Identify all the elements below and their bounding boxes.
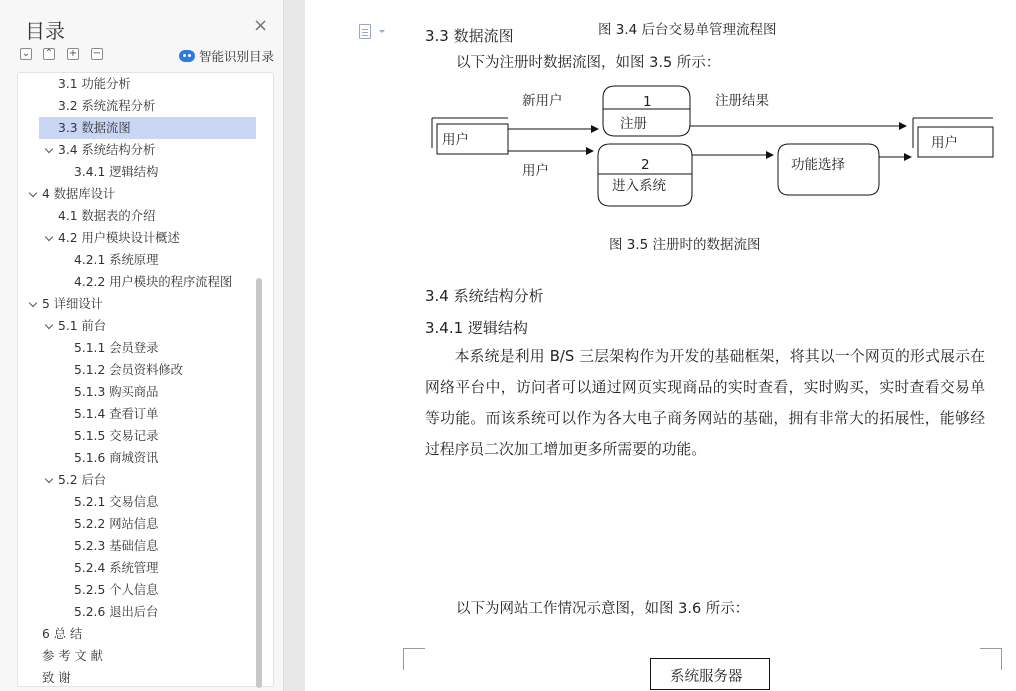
toc-item-label: 5.1 前台	[58, 319, 107, 333]
toc-list	[17, 72, 274, 687]
process-2-label: 进入系统	[612, 178, 666, 194]
toc-item-label: 5.2.5 个人信息	[74, 583, 159, 597]
process-1-label: 注册	[620, 116, 647, 132]
toc-item[interactable]	[18, 381, 258, 403]
toc-item-label: 3.1 功能分析	[58, 77, 131, 91]
toc-item-label: 4.2.2 用户模块的程序流程图	[74, 275, 233, 289]
toc-item[interactable]	[18, 667, 258, 687]
toc-item[interactable]	[18, 579, 258, 601]
collapse-all-icon[interactable]: ⌄	[21, 48, 31, 59]
new-user-label: 新用户	[522, 93, 563, 109]
toc-item[interactable]	[18, 535, 258, 557]
section-heading: 3.3 数据流图	[425, 27, 514, 45]
toc-item[interactable]	[39, 117, 256, 139]
toc-item[interactable]	[18, 161, 258, 183]
toc-item-label: 5.2.3 基础信息	[74, 539, 159, 553]
toc-item[interactable]	[18, 359, 258, 381]
toc-item-label: 5.2.1 交易信息	[74, 495, 159, 509]
remove-icon[interactable]: −	[92, 48, 102, 59]
toc-item[interactable]	[18, 315, 258, 337]
page-icon[interactable]	[359, 24, 371, 39]
toc-item-label: 5.1.6 商城资讯	[74, 451, 159, 465]
toc-item[interactable]	[18, 403, 258, 425]
toc-item[interactable]	[18, 249, 258, 271]
toc-item[interactable]	[18, 425, 258, 447]
process-2-box	[598, 144, 692, 206]
toc-item-label: 参 考 文 献	[42, 649, 103, 663]
toc-item[interactable]	[18, 469, 258, 491]
toc-item-label: 4 数据库设计	[42, 187, 116, 201]
page-corner-mark	[403, 648, 425, 670]
subsection-heading: 3.4.1 逻辑结构	[425, 319, 528, 337]
chevron-down-icon[interactable]	[44, 315, 56, 337]
smart-recognize-label: 智能识别目录	[199, 49, 275, 64]
server-box	[650, 658, 770, 690]
toc-item[interactable]	[18, 337, 258, 359]
toc-item-label: 5.1.1 会员登录	[74, 341, 159, 355]
user-label: 用户	[522, 163, 549, 179]
toc-item-label: 5.1.3 购买商品	[74, 385, 159, 399]
document-area	[285, 0, 1016, 691]
section-heading: 3.4 系统结构分析	[425, 287, 544, 305]
toc-item[interactable]	[18, 183, 258, 205]
page-corner-mark	[980, 648, 1002, 670]
toc-item[interactable]	[18, 513, 258, 535]
toc-item[interactable]	[18, 557, 258, 579]
smart-recognize-button[interactable]	[179, 47, 274, 65]
toc-item[interactable]	[18, 601, 258, 623]
result-label: 注册结果	[715, 93, 769, 109]
toc-panel	[0, 0, 284, 691]
toc-item-label: 3.2 系统流程分析	[58, 99, 156, 113]
user-right-label: 用户	[931, 135, 958, 151]
toc-item-label: 4.1 数据表的介绍	[58, 209, 156, 223]
toc-item-label: 3.4.1 逻辑结构	[74, 165, 159, 179]
toc-item[interactable]	[18, 623, 258, 645]
function-label: 功能选择	[791, 157, 845, 173]
toc-item-label: 6 总 结	[42, 627, 83, 641]
ai-icon	[179, 50, 195, 62]
toc-item-label: 5 详细设计	[42, 297, 103, 311]
chevron-down-icon[interactable]	[28, 183, 40, 205]
toc-item[interactable]	[18, 227, 258, 249]
process-1-number: 1	[643, 94, 652, 110]
toc-item[interactable]	[18, 645, 258, 667]
figure-caption: 图 3.5 注册时的数据流图	[609, 237, 761, 253]
server-label: 系统服务器	[670, 669, 743, 685]
toc-item-label: 5.2.2 网站信息	[74, 517, 159, 531]
toc-item[interactable]	[18, 447, 258, 469]
toc-item-label: 5.2 后台	[58, 473, 107, 487]
chevron-down-icon[interactable]	[44, 227, 56, 249]
toc-item-label: 5.1.2 会员资料修改	[74, 363, 183, 377]
toc-item-label: 4.2 用户模块设计概述	[58, 231, 180, 245]
paragraph: 以下为网站工作情况示意图，如图 3.6 所示：	[456, 601, 750, 617]
close-icon[interactable]: ×	[253, 15, 269, 36]
toc-item[interactable]	[18, 491, 258, 513]
chevron-down-icon[interactable]	[44, 469, 56, 491]
toc-item-label: 致 谢	[42, 671, 71, 685]
toc-item[interactable]	[18, 73, 258, 95]
toc-item[interactable]	[18, 95, 258, 117]
toc-item-label: 5.2.4 系统管理	[74, 561, 159, 575]
process-2-number: 2	[641, 157, 650, 173]
paragraph: 以下为注册时数据流图，如图 3.5 所示：	[456, 55, 721, 71]
user-left-label: 用户	[442, 132, 469, 148]
toc-item-label: 5.2.6 退出后台	[74, 605, 159, 619]
chevron-down-icon[interactable]	[44, 139, 56, 161]
toc-item-label: 4.2.1 系统原理	[74, 253, 159, 267]
toc-scrollbar[interactable]	[256, 278, 262, 688]
figure-caption: 图 3.4 后台交易单管理流程图	[598, 22, 777, 38]
toc-item[interactable]	[18, 139, 258, 161]
toc-item-label: 5.1.5 交易记录	[74, 429, 159, 443]
chevron-down-icon[interactable]	[28, 293, 40, 315]
expand-all-icon[interactable]: ⌃	[44, 48, 54, 59]
chevron-down-icon[interactable]	[379, 30, 385, 33]
toc-item[interactable]	[18, 271, 258, 293]
add-icon[interactable]: +	[68, 48, 78, 59]
paragraph: 本系统是利用 B/S 三层架构作为开发的基础框架，将其以一个网页的形式展示在网络平台中，访问者可以通过网页实现商品的实时查看，实时购买，实时查看交易单等功能。而该系统可以作为各大电子商务网站的基础，拥有非常大的拓展性，能够经过程序员二次加工增加更多所需要的功能。	[425, 348, 985, 458]
data-flow-diagram	[420, 80, 1000, 220]
toc-item-label: 5.1.4 查看订单	[74, 407, 159, 421]
toc-item-label: 3.4 系统结构分析	[58, 143, 156, 157]
toc-title: 目录	[25, 19, 65, 43]
toc-item[interactable]	[18, 205, 258, 227]
document-page	[305, 0, 1016, 691]
toc-item[interactable]	[18, 293, 258, 315]
toc-item-label: 3.3 数据流图	[58, 121, 131, 135]
